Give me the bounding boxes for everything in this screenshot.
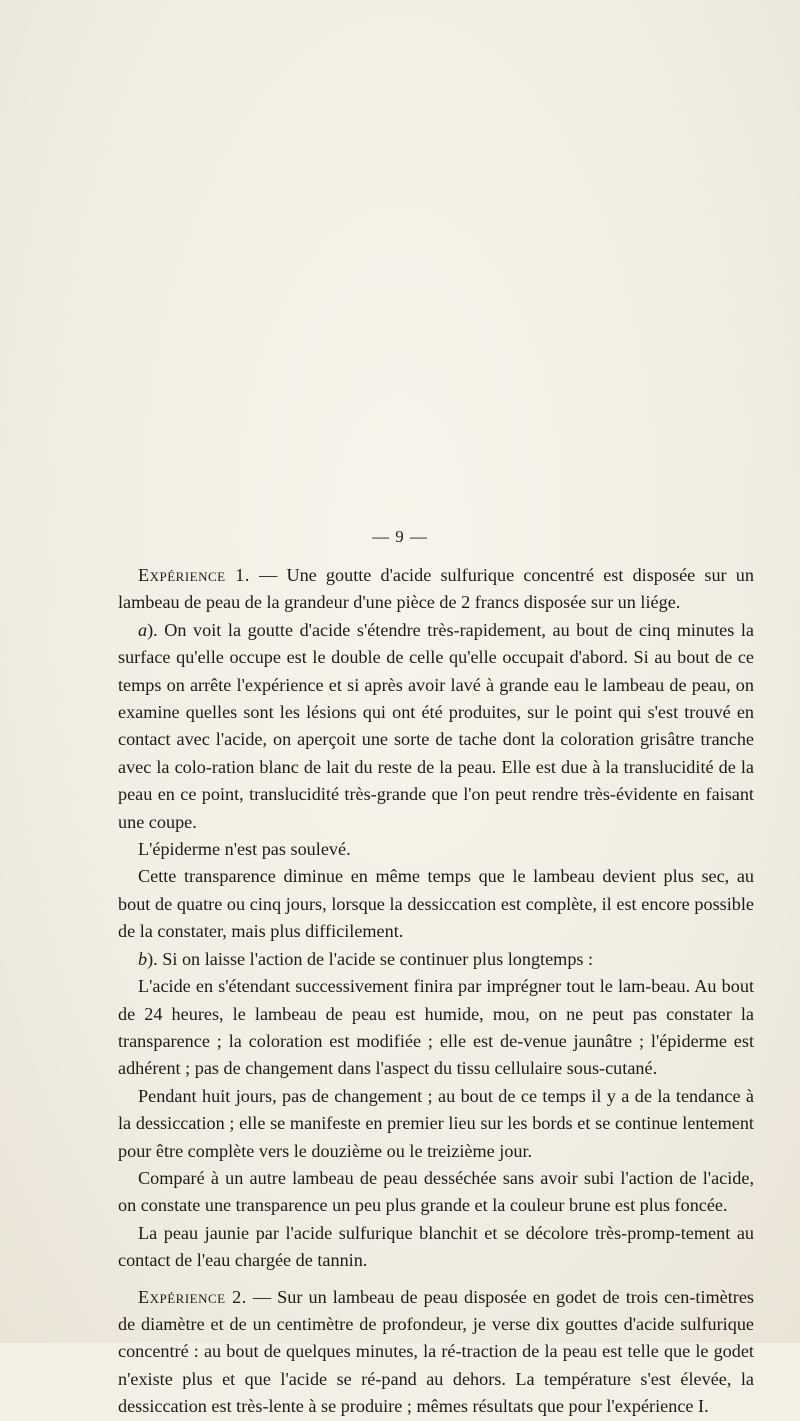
page-number: — 9 — bbox=[372, 527, 428, 546]
paragraph-experience-2 bbox=[118, 1284, 754, 1421]
paragraph-transparence: Cette transparence diminue en même temps que le lambeau devient plus sec, au bout de quatre ou cinq jours, lorsque la dessiccation est complète, il est encore possible de la constater, mais plus difficilement. bbox=[118, 866, 754, 942]
experience-2-text: — Sur un lambeau de peau disposée en godet de trois cen-timètres de diamètre et de un centimètre de profondeur, je verse dix gouttes d'acide sulfurique concentré : au bout de quelques minutes, la ré-traction de la peau est telle que le godet n'existe plus et que l'acide se ré-pand au dehors. La température s'est élevée, la dessiccation est très-lente à se produire ; mêmes résultats que pour l'expérience I. bbox=[118, 1286, 754, 1417]
paragraph-experience-1-intro bbox=[118, 562, 754, 617]
paragraph-a bbox=[118, 617, 754, 836]
experience-1-heading: Expérience 1. bbox=[138, 565, 250, 585]
paragraph-a-text: ). On voit la goutte d'acide s'étendre très-rapidement, au bout de cinq minutes la surface qu'elle occupe est le double de celle qu'elle occupait d'abord. Si au bout de ce temps on arrête l'expérience et si après avoir lavé à grande eau le lambeau de peau, on examine quelles sont les lésions qui ont été produites, sur le point qui s'est trouvé en contact avec l'acide, on aperçoit une sorte de tache dont la coloration grisâtre tranche avec la colo-ration blanc de lait du reste de la peau. Elle est due à la translucidité de la peau en ce point, translucidité très-grande que l'on peut rendre très-évidente en faisant une coupe. bbox=[118, 619, 754, 832]
paragraph-compare: Comparé à un autre lambeau de peau desséchée sans avoir subi l'action de l'acide, on constate une transparence un peu plus grande et la couleur brune est plus foncée. bbox=[118, 1167, 754, 1216]
paragraph-huit-jours: Pendant huit jours, pas de changement ; au bout de ce temps il y a de la tendance à la dessiccation ; elle se manifeste en premier lieu sur les bords et se continue lentement pour être complète vers le douzième ou le treizième jour. bbox=[118, 1085, 754, 1161]
experience-1-intro-text: — Une goutte d'acide sulfurique concentré est disposée sur un lambeau de peau de la grandeur d'une pièce de 2 francs disposée sur un liége. bbox=[118, 565, 754, 613]
paragraph-epiderme: L'épiderme n'est pas soulevé. bbox=[138, 839, 351, 860]
paragraph-b bbox=[118, 946, 754, 973]
label-b: b bbox=[138, 948, 148, 969]
label-a: a bbox=[138, 619, 148, 640]
paragraph-acide: L'acide en s'étendant successivement finira par imprégner tout le lam-beau. Au bout de 24 heures, le lambeau de peau est humide, mou, on ne peut pas constater la transparence ; la coloration est modifiée ; elle est de-venue jaunâtre ; l'épiderme est adhérent ; pas de changement dans l'aspect du tissu cellulaire sous-cutané. bbox=[118, 976, 754, 1079]
experience-2-heading: Expérience 2. bbox=[138, 1286, 247, 1307]
paragraph-b-text: ). Si on laisse l'action de l'acide se continuer plus longtemps : bbox=[147, 948, 594, 969]
body-text bbox=[118, 562, 754, 1421]
paragraph-peau-jaunie: La peau jaunie par l'acide sulfurique blanchit et se décolore très-promp-tement au contact de l'eau chargée de tannin. bbox=[118, 1222, 754, 1271]
